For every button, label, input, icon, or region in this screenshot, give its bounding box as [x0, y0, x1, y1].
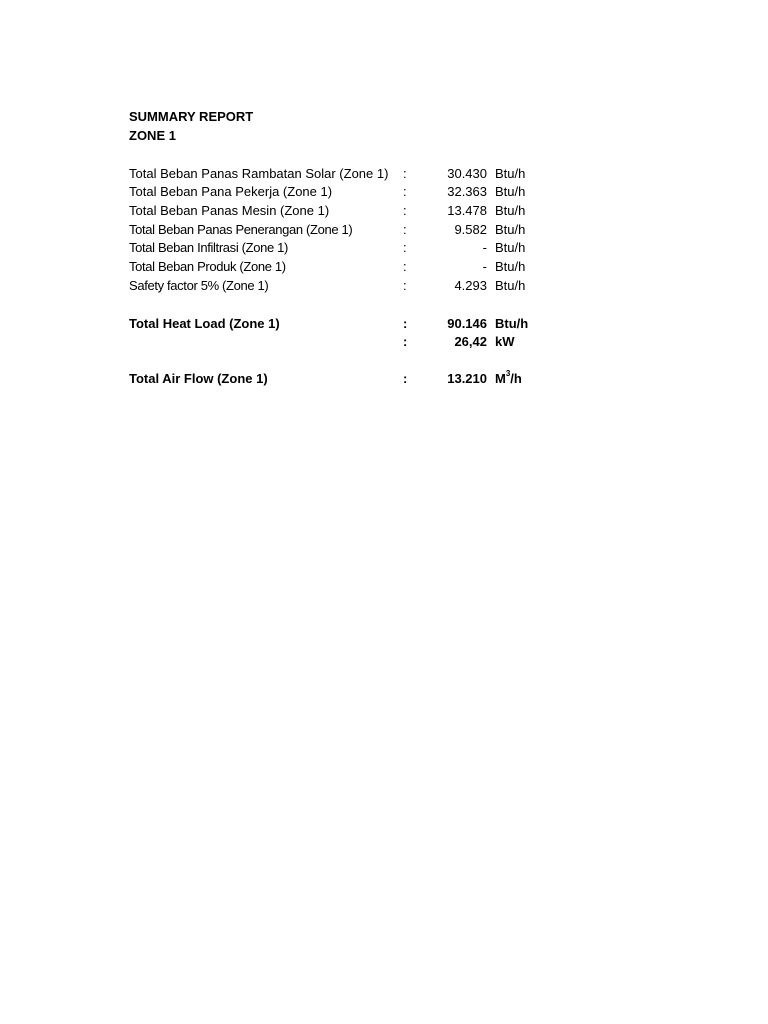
air-flow-unit-exponent: 3: [505, 369, 511, 378]
load-row-workers: [129, 184, 549, 202]
total-heat-load-kw-row: [129, 334, 549, 352]
load-colon: :: [403, 259, 407, 274]
total-air-flow-value: 13.210: [447, 371, 487, 386]
load-colon: :: [403, 166, 407, 181]
total-heat-load-label: Total Heat Load (Zone 1): [129, 316, 280, 331]
total-air-flow-colon: :: [403, 371, 408, 386]
zone-heading: ZONE 1: [129, 128, 176, 143]
total-air-flow-row: [129, 371, 549, 389]
load-label: Total Beban Infiltrasi (Zone 1): [129, 240, 288, 255]
load-value: -: [482, 259, 487, 274]
load-label: Total Beban Pana Pekerja (Zone 1): [129, 184, 333, 199]
total-heat-load-row: [129, 316, 549, 334]
total-heat-load-btu-value: 90.146: [447, 316, 487, 331]
total-heat-load-kw-value: 26,42: [454, 334, 487, 349]
load-value: 30.430: [447, 166, 487, 181]
load-unit: Btu/h: [495, 222, 526, 237]
load-unit: Btu/h: [495, 203, 526, 218]
load-row-product: [129, 259, 549, 277]
total-heat-load-btu-unit: Btu/h: [495, 316, 529, 331]
load-row-infiltration: [129, 240, 549, 258]
load-label: Total Beban Panas Mesin (Zone 1): [129, 203, 330, 218]
load-unit: Btu/h: [495, 166, 526, 181]
load-label: Total Beban Panas Penerangan (Zone 1): [129, 222, 353, 237]
load-label: Total Beban Produk (Zone 1): [129, 259, 286, 274]
load-colon: :: [403, 278, 407, 293]
load-row-solar: [129, 166, 549, 184]
load-value: -: [482, 240, 487, 255]
load-label: Safety factor 5% (Zone 1): [129, 278, 269, 293]
load-colon: :: [403, 240, 407, 255]
total-heat-load-kw-unit: kW: [495, 334, 515, 349]
total-air-flow-label: Total Air Flow (Zone 1): [129, 371, 268, 386]
air-flow-unit-tail: /h: [510, 371, 522, 386]
load-value: 13.478: [447, 203, 487, 218]
total-heat-load-kw-colon: :: [403, 334, 408, 349]
load-unit: Btu/h: [495, 240, 526, 255]
load-row-machines: [129, 203, 549, 221]
air-flow-unit-base: M: [495, 371, 506, 386]
load-value: 4.293: [454, 278, 487, 293]
load-unit: Btu/h: [495, 259, 526, 274]
total-heat-load-colon: :: [403, 316, 408, 331]
load-row-safety-factor: [129, 278, 549, 296]
report-title: SUMMARY REPORT: [129, 109, 254, 124]
load-colon: :: [403, 203, 407, 218]
load-colon: :: [403, 222, 407, 237]
load-row-lighting: [129, 222, 549, 240]
load-value: 32.363: [447, 184, 487, 199]
load-unit: Btu/h: [495, 278, 526, 293]
total-air-flow-unit: [495, 371, 522, 386]
load-unit: Btu/h: [495, 184, 526, 199]
load-value: 9.582: [454, 222, 487, 237]
load-colon: :: [403, 184, 407, 199]
load-label: Total Beban Panas Rambatan Solar (Zone 1): [129, 166, 389, 181]
